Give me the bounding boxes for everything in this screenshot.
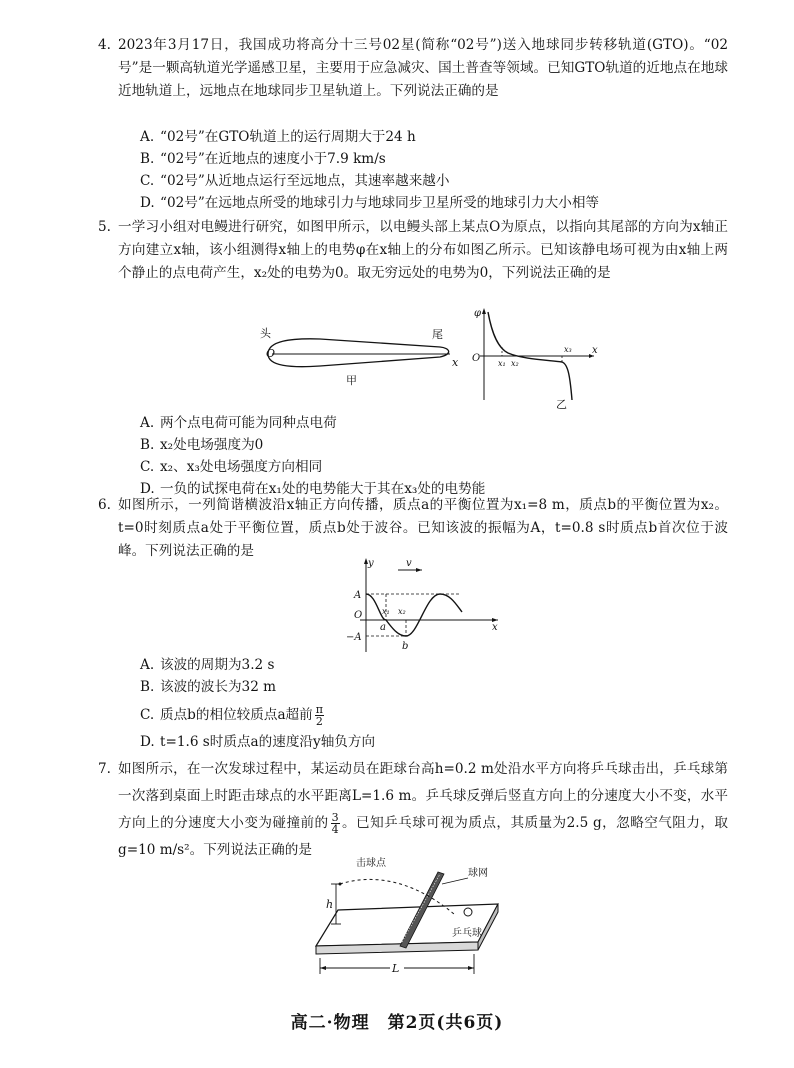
phi-label: φ	[474, 308, 482, 319]
option-d: D. 一负的试探电荷在x₁处的电势能大于其在x₃处的电势能	[140, 481, 486, 497]
question-stem: 一学习小组对电鳗进行研究，如图甲所示，以电鳗头部上某点O为原点，以指向其尾部的方向为x轴正方向建立x轴，该小组测得x轴上的电势φ在x轴上的分布如图乙所示。已知该静电场可视为由x轴上两个静止的点电荷产生，x₂处的电势为0。取无穷远处的电势为0，下列说法正确的是	[118, 219, 728, 281]
origin-label: O	[266, 347, 276, 360]
option-c: C. 质点b的相位较质点a超前 $\frac{\pi}{2}$	[140, 703, 323, 728]
question-number: 5.	[98, 219, 111, 235]
origin-label: O	[472, 353, 481, 364]
ball-label: 乒乓球	[452, 928, 482, 939]
option-b: B. x₂处电场强度为0	[140, 437, 264, 453]
option-a: A. 两个点电荷可能为同种点电荷	[140, 415, 337, 431]
question-6	[98, 494, 728, 563]
x2-label: x₂	[398, 607, 406, 616]
question-stem: 如图所示，一列简谐横波沿x轴正方向传播，质点a的平衡位置为x₁=8 m，质点b的平衡位置为x₂。t=0时刻质点a处于平衡位置，质点b处于波谷。已知该波的振幅为A，t=0.8 s时质点b首次位于波峰。下列说法正确的是	[118, 497, 728, 559]
negative-amplitude-label: −A	[346, 632, 362, 643]
option-a: A. 该波的周期为3.2 s	[140, 657, 275, 673]
question-stem: 2023年3月17日，我国成功将高分十三号02星(简称“02号”)送入地球同步转移轨道(GTO)。“02号”是一颗高轨道光学遥感卫星，主要用于应急减灾、国土普查等领域。已知GTO轨道的近地点在地球近地轨道上，远地点在地球同步卫星轨道上。下列说法正确的是	[118, 37, 728, 99]
question-stem: 如图所示，在一次发球过程中，某运动员在距球台高h=0.2 m处沿水平方向将乒乓球击出，乒乓球第一次落到桌面上时距击球点的水平距离L=1.6 m。乒乓球反弹后竖直方向上的分速度大小不变，水平方向上的分速度大小变为碰撞前的 $\frac{3}{4}$ 。已知乒乓球可视为质点，其质量为2.5 g，忽略空气阻力，取g=10 m/s²。下列说法正确的是	[118, 761, 729, 858]
potential-graph	[466, 304, 602, 410]
figure-caption: 甲	[346, 374, 357, 387]
point-b-label: b	[402, 641, 409, 652]
option-c: C. x₂、x₃处电场强度方向相同	[140, 459, 323, 475]
velocity-label: v	[406, 558, 412, 569]
wave-graph	[340, 556, 510, 656]
question-number: 6.	[98, 497, 111, 513]
option-d: D. t=1.6 s时质点a的速度沿y轴负方向	[140, 734, 376, 750]
x3-label: x₃	[564, 345, 572, 354]
distance-label: L	[392, 962, 400, 975]
origin-label: O	[354, 610, 363, 621]
hit-point-label: 击球点	[356, 858, 386, 869]
x-axis-label: x	[452, 356, 459, 369]
question-4-options	[140, 126, 599, 214]
height-label: h	[326, 898, 334, 911]
question-6-options	[140, 654, 375, 753]
x-axis-label: x	[592, 345, 598, 356]
net-label: 球网	[468, 868, 488, 879]
x2-label: x₂	[511, 359, 519, 368]
y-axis-label: y	[368, 558, 374, 569]
table-tennis-figure	[308, 854, 504, 982]
page-footer: 高二·物理 第2页(共6页)	[290, 1013, 504, 1033]
x1-label: x₁	[382, 607, 390, 616]
option-b: B. 该波的波长为32 m	[140, 679, 277, 695]
question-number: 7.	[98, 761, 111, 777]
question-4	[98, 34, 728, 103]
option-c: C. “02号”从近地点运行至远地点，其速率越来越小	[140, 173, 450, 189]
question-number: 4.	[98, 37, 111, 53]
x-axis-label: x	[492, 622, 498, 633]
head-label: 头	[260, 327, 271, 340]
option-a: A. “02号”在GTO轨道上的运行周期大于24 h	[140, 129, 416, 145]
eel-figure	[250, 324, 470, 390]
amplitude-label: A	[354, 590, 362, 601]
option-b: B. “02号”在近地点的速度小于7.9 km/s	[140, 151, 386, 167]
fraction: $\frac{\pi}{2}$	[315, 703, 323, 728]
option-d: D. “02号”在远地点所受的地球引力与地球同步卫星所受的地球引力大小相等	[140, 195, 600, 211]
question-5	[98, 216, 728, 285]
point-a-label: a	[380, 622, 386, 633]
tail-label: 尾	[432, 328, 443, 341]
x1-label: x₁	[498, 359, 506, 368]
question-7	[98, 756, 729, 864]
fraction: $\frac{3}{4}$	[331, 811, 339, 836]
question-5-options	[140, 412, 485, 500]
figure-caption: 乙	[556, 398, 567, 410]
